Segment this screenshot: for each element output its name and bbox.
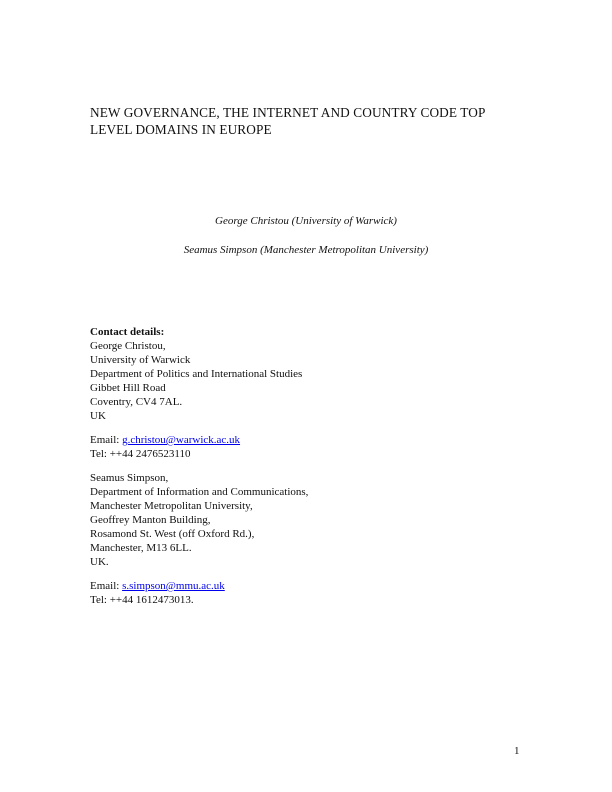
contact-block-simpson (90, 471, 510, 607)
paper-title (90, 104, 530, 138)
address-line: Department of Politics and International Studies (90, 368, 303, 380)
spacer (90, 569, 510, 579)
address-line: Department of Information and Communications, (90, 486, 309, 498)
address-line: Gibbet Hill Road (90, 382, 166, 394)
address-line: UK. (90, 556, 109, 568)
spacer (90, 423, 510, 433)
address-line: Geoffrey Manton Building, (90, 514, 211, 526)
address-line: University of Warwick (90, 354, 191, 366)
email-line (90, 579, 510, 593)
contact-details (90, 325, 510, 607)
contact-heading: Contact details: (90, 326, 165, 338)
email-link-simpson[interactable]: s.simpson@mmu.ac.uk (122, 580, 225, 592)
address-line: Rosamond St. West (off Oxford Rd.), (90, 528, 255, 540)
author-seamus-simpson: Seamus Simpson (Manchester Metropolitan University) (183, 244, 429, 256)
title-line-2: LEVEL DOMAINS IN EUROPE (90, 122, 272, 137)
contact-block-christou (90, 339, 510, 461)
address-line: Seamus Simpson, (90, 472, 169, 484)
email-line (90, 433, 510, 447)
address-line: Manchester Metropolitan University, (90, 500, 253, 512)
telephone-line: Tel: ++44 2476523110 (90, 448, 191, 460)
address-line: Coventry, CV4 7AL. (90, 396, 183, 408)
email-link-christou[interactable]: g.christou@warwick.ac.uk (122, 434, 241, 446)
address-line: Manchester, M13 6LL. (90, 542, 192, 554)
email-label: Email: (90, 434, 123, 446)
spacer (90, 461, 510, 471)
email-label: Email: (90, 580, 123, 592)
address-line: UK (90, 410, 106, 422)
author-george-christou: George Christou (University of Warwick) (215, 215, 397, 227)
page-number: 1 (514, 745, 520, 757)
title-line-1: NEW GOVERNANCE, THE INTERNET AND COUNTRY CODE TOP (90, 105, 486, 120)
address-line: George Christou, (90, 340, 166, 352)
telephone-line: Tel: ++44 1612473013. (90, 594, 194, 606)
